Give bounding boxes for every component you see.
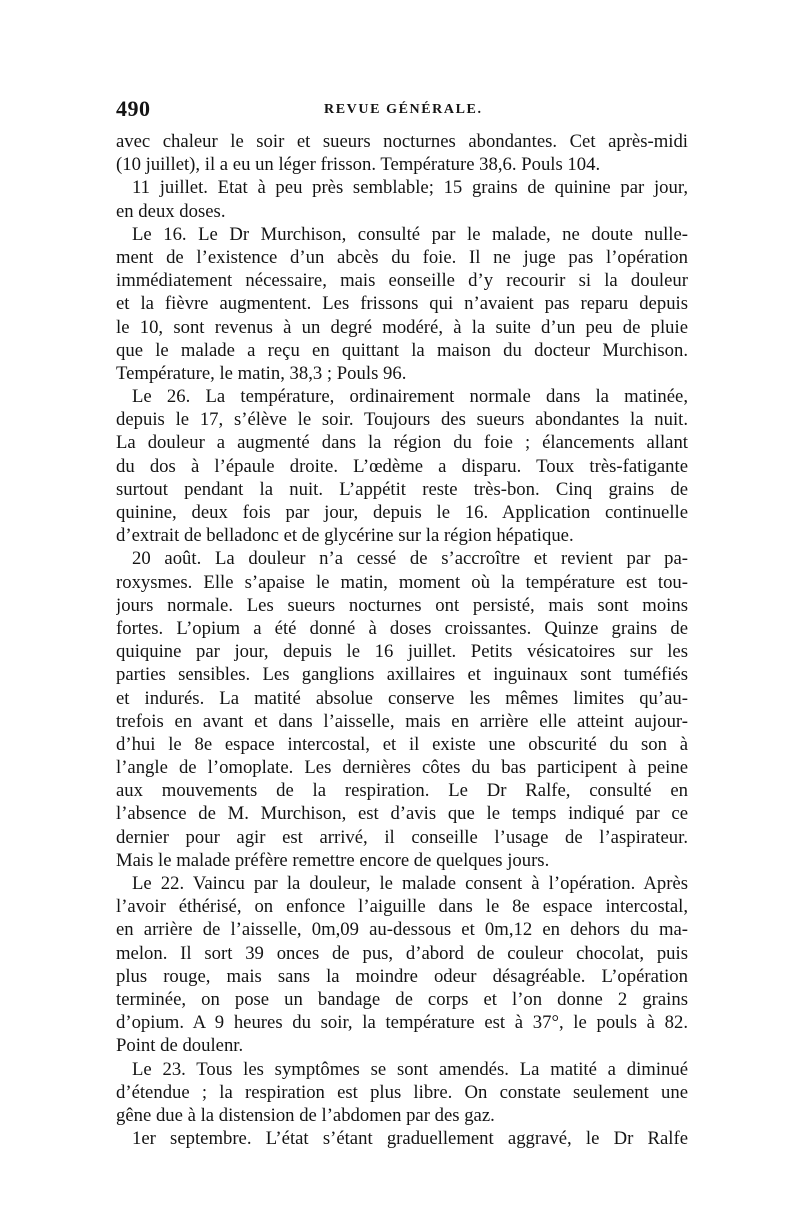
text-line: (10 juillet), il a eu un léger frisson. Température 38,6. Pouls 104.: [116, 154, 601, 176]
text-line: jours normale. Les sueurs nocturnes ont persisté, mais sont moins: [116, 594, 688, 616]
text-line: d’étendue ; la respiration est plus libre. On constate seulement une: [116, 1081, 688, 1103]
text-line: d’opium. A 9 heures du soir, la température est à 37°, le pouls à 82.: [116, 1012, 688, 1034]
text-line: La douleur a augmenté dans la région du foie ; élancements allant: [116, 432, 688, 454]
text-line: quinine, deux fois par jour, depuis le 16. Application continuelle: [116, 502, 688, 523]
text-line: l’absence de M. Murchison, est d’avis que le temps indiqué par ce: [116, 803, 688, 825]
text-line: Température, le matin, 38,3 ; Pouls 96.: [116, 362, 407, 384]
text-line: immédiatement nécessaire, mais eonseille d’y recourir si la douleur: [116, 270, 688, 292]
text-line: Le 26. La température, ordinairement normale dans la matinée,: [132, 386, 688, 408]
text-line: 11 juillet. Etat à peu près semblable; 15 grains de quinine par jour,: [132, 177, 688, 199]
text-line: surtout pendant la nuit. L’appétit reste très-bon. Cinq grains de: [116, 478, 688, 500]
text-line: trefois en avant et dans l’aisselle, mais en arrière elle atteint aujour-: [116, 710, 688, 732]
text-line: parties sensibles. Les ganglions axillaires et inguinaux sont tuméfiés: [116, 664, 688, 686]
text-line: Point de doulenr.: [116, 1035, 244, 1057]
text-line: que le malade a reçu en quittant la maison du docteur Murchison.: [116, 339, 688, 361]
page-number: 490: [116, 96, 151, 121]
text-line: plus rouge, mais sans la moindre odeur désagréable. L’opération: [116, 965, 688, 987]
text-line: du dos à l’épaule droite. L’œdème a disparu. Toux très-fatigante: [116, 455, 688, 477]
running-title: REVUE GÉNÉRALE.: [324, 102, 483, 117]
text-line: d’extrait de belladonc et de glycérine sur la région hépatique.: [116, 525, 574, 547]
running-head: [116, 96, 686, 126]
text-line: d’hui le 8e espace intercostal, et il existe une obscurité du son à: [116, 733, 688, 755]
text-line: ment de l’existence d’un abcès du foie. Il ne juge pas l’opération: [116, 246, 688, 268]
text-line: quiquine par jour, depuis le 16 juillet. Petits vésicatoires sur les: [116, 641, 688, 663]
text-line: dernier pour agir est arrivé, il conseille l’usage de l’aspirateur.: [116, 826, 688, 848]
body-text: [116, 130, 688, 1150]
text-line: en deux doses.: [116, 200, 226, 222]
text-line: roxysmes. Elle s’apaise le matin, moment où la température est tou-: [116, 571, 688, 593]
text-line: fortes. L’opium a été donné à doses croissantes. Quinze grains de: [116, 617, 688, 639]
text-line: terminée, on pose un bandage de corps et l’on donne 2 grains: [116, 988, 688, 1010]
text-line: 1er septembre. L’état s’étant graduellement aggravé, le Dr Ralfe: [132, 1128, 688, 1150]
text-line: avec chaleur le soir et sueurs nocturnes abondantes. Cet après-midi: [116, 131, 688, 152]
text-line: Le 16. Le Dr Murchison, consulté par le malade, ne doute nulle-: [132, 223, 688, 245]
text-line: melon. Il sort 39 onces de pus, d’abord de couleur chocolat, puis: [116, 942, 688, 964]
text-line: et indurés. La matité absolue conserve les mêmes limites qu’au-: [116, 687, 688, 709]
text-line: Le 22. Vaincu par la douleur, le malade consent à l’opération. Après: [132, 873, 688, 894]
text-line: l’avoir éthérisé, on enfonce l’aiguille dans le 8e espace intercostal,: [116, 896, 688, 918]
text-line: et la fièvre augmentent. Les frissons qui n’avaient pas reparu depuis: [116, 293, 688, 315]
text-line: gêne due à la distension de l’abdomen par des gaz.: [116, 1104, 495, 1126]
text-line: l’angle de l’omoplate. Les dernières côtes du bas participent à peine: [116, 757, 688, 779]
text-line: depuis le 17, s’élève le soir. Toujours des sueurs abondantes la nuit.: [116, 409, 688, 431]
text-line: 20 août. La douleur n’a cessé de s’accroître et revient par pa-: [132, 548, 688, 570]
text-line: en arrière de l’aisselle, 0m,09 au-dessous et 0m,12 en dehors du ma-: [116, 919, 688, 941]
text-line: le 10, sont revenus à un degré modéré, à la suite d’un peu de pluie: [116, 316, 688, 338]
text-line: Le 23. Tous les symptômes se sont amendés. La matité a diminué: [132, 1058, 688, 1080]
text-line: Mais le malade préfère remettre encore de quelques jours.: [116, 849, 550, 871]
text-line: aux mouvements de la respiration. Le Dr Ralfe, consulté en: [116, 780, 688, 802]
